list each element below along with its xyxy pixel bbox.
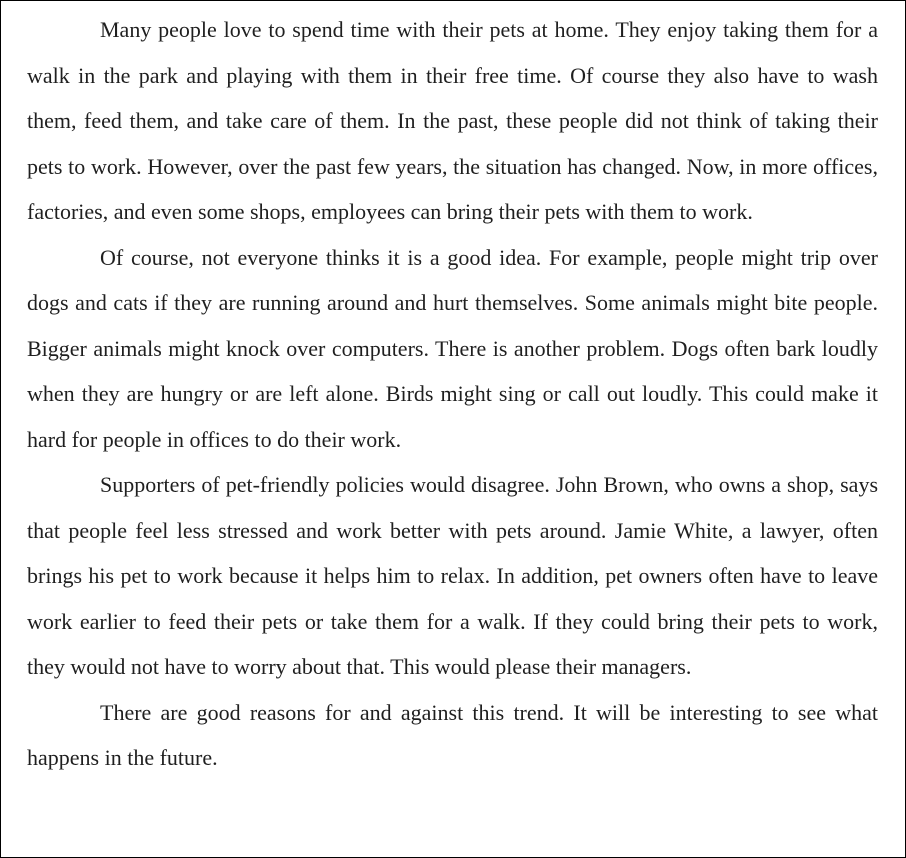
paragraph-pets-at-home: Many people love to spend time with their pets at home. They enjoy taking them for a walk in the park and playing with them in their free time. Of course they also have to wash them, feed them, and take care of them. In the past, these people did not think of taking their pets to work. However, over the past few years, the situation has changed. Now, in more offices, factories, and even some shops, employees can bring their pets with them to work. — [27, 17, 878, 224]
reading-passage — [27, 7, 878, 781]
paragraph-supporters: Supporters of pet-friendly policies would disagree. John Brown, who owns a shop, says that people feel less stressed and work better with pets around. Jamie White, a lawyer, often brings his pet to work because it helps him to relax. In addition, pet owners often have to leave work earlier to feed their pets or take them for a walk. If they could bring their pets to work, they would not have to worry about that. This would please their managers. — [27, 472, 878, 679]
paragraph-objections: Of course, not everyone thinks it is a good idea. For example, people might trip over dogs and cats if they are running around and hurt themselves. Some animals might bite people. Bigger animals might knock over computers. There is another problem. Dogs often bark loudly when they are hungry or are left alone. Birds might sing or call out loudly. This could make it hard for people in offices to do their work. — [27, 244, 878, 452]
paragraph-conclusion: There are good reasons for and against this trend. It will be interesting to see what happens in the future. — [27, 699, 878, 770]
